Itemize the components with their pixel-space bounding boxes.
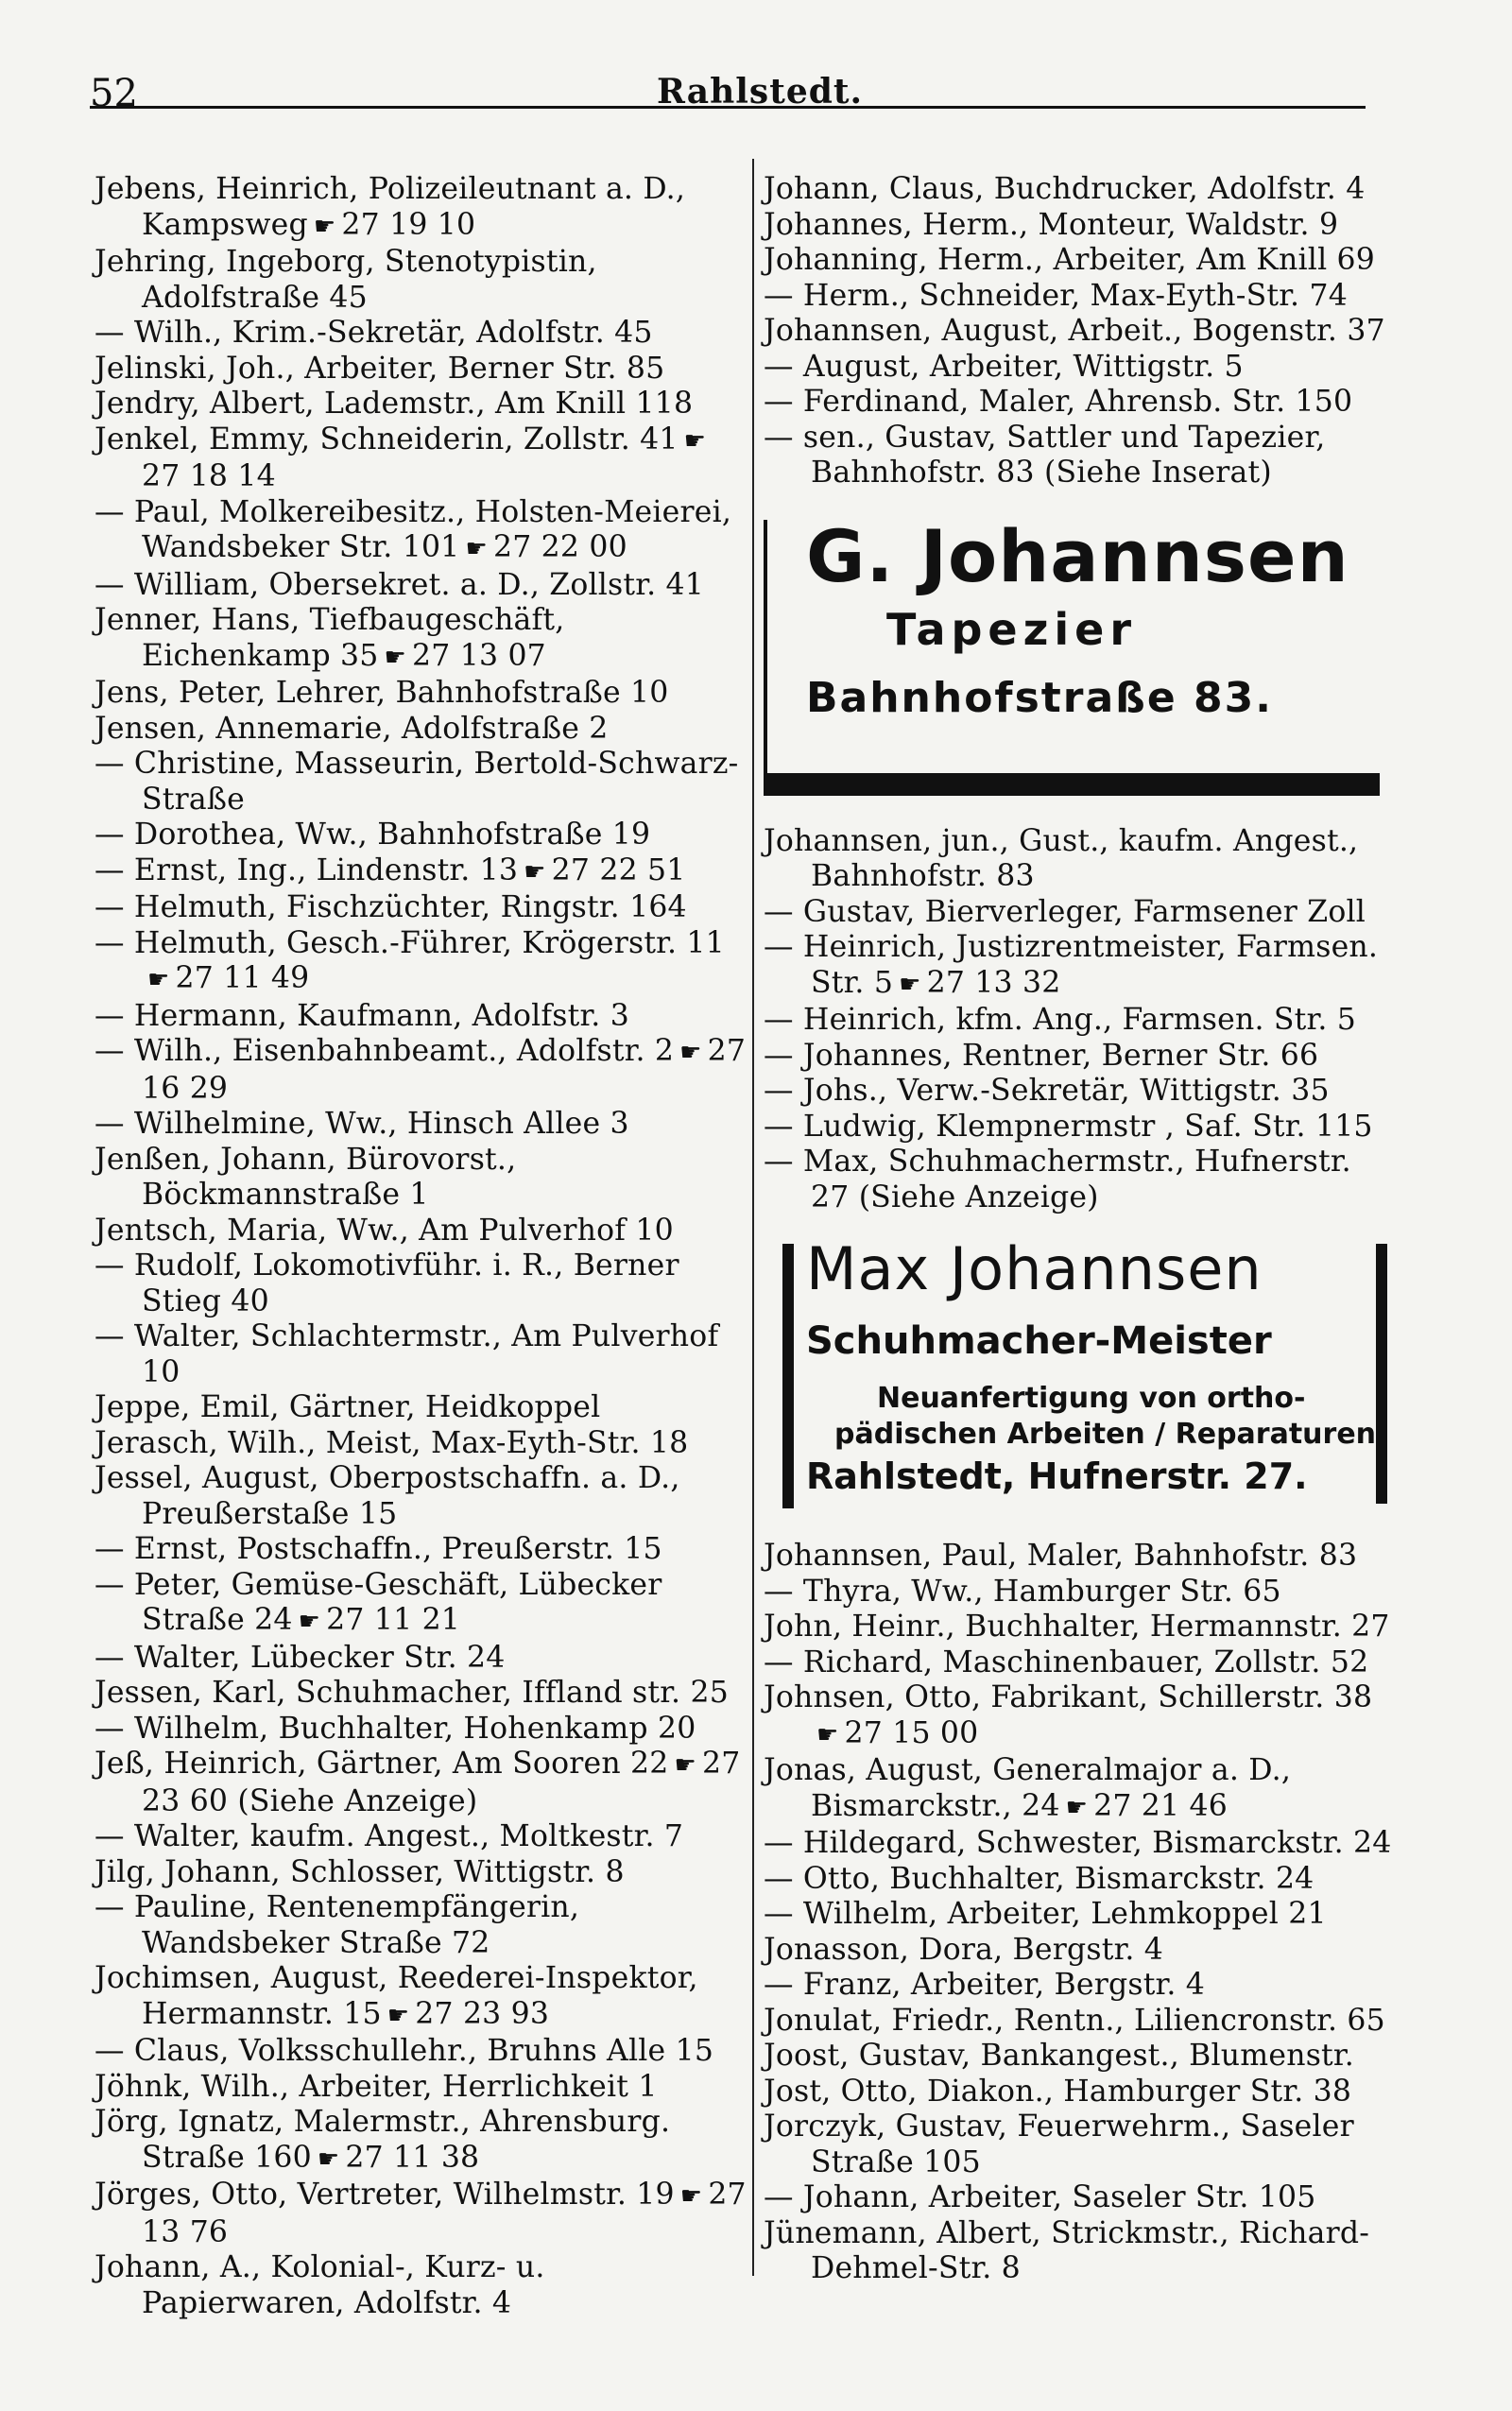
entry-text: Jonas, August, Generalmajor a. D., Bismarckstr., 24 [764, 1753, 1292, 1823]
entry-text: — Rudolf, Lokomotivführ. i. R., Berner Stieg 40 [94, 1249, 679, 1318]
directory-entry [94, 1819, 747, 1855]
directory-entry [764, 2004, 1392, 2040]
phone-number: 27 22 00 [492, 530, 627, 564]
directory-entry [764, 1145, 1392, 1215]
directory-entry [764, 279, 1392, 315]
phone-number: 27 23 93 [415, 1996, 550, 2031]
ad-service-line-1: Neuanfertigung von ortho- [877, 1382, 1306, 1415]
entry-text: — Herm., Schneider, Max-Eyth-Str. 74 [764, 278, 1348, 313]
right-column [764, 172, 1392, 2287]
directory-entry [764, 385, 1392, 421]
phone-number: 27 21 46 [1093, 1788, 1228, 1823]
directory-entry [94, 1390, 747, 1426]
phone-hand-icon: ☛ [147, 966, 170, 994]
directory-entry [94, 603, 747, 676]
directory-entry [764, 1110, 1392, 1145]
directory-entry [764, 824, 1392, 895]
entry-text: — Heinrich, Justizrentmeister, Farmsen. Str. 5 [764, 930, 1379, 1000]
phone-number: 27 11 38 [345, 2140, 480, 2175]
entry-text: — sen., Gustav, Sattler und Tapezier, Bahnhofstr. 83 (Siehe Inserat) [764, 420, 1326, 490]
entry-text: — Wilh., Eisenbahnbeamt., Adolfstr. 2 [94, 1034, 675, 1068]
entry-text: Jenkel, Emmy, Schneiderin, Zollstr. 41 [94, 422, 679, 456]
ad-address: Bahnhofstraße 83. [806, 673, 1273, 722]
header-rule [90, 106, 1366, 109]
directory-entry [764, 1610, 1392, 1645]
entry-text: — Richard, Maschinenbauer, Zollstr. 52 [764, 1645, 1369, 1679]
entry-text: Johannsen, jun., Gust., kaufm. Angest., Bahnhofstr. 83 [764, 823, 1359, 893]
entry-text: — Pauline, Rentenempfängerin, Wandsbeker Straße 72 [94, 1890, 580, 1960]
phone-hand-icon: ☛ [384, 643, 407, 672]
entry-text: — Franz, Arbeiter, Bergstr. 4 [764, 1968, 1206, 2002]
directory-entry [94, 1747, 747, 1819]
directory-entry [94, 1532, 747, 1568]
entry-text: Jorczyk, Gustav, Feuerwehrm., Saseler Straße 105 [764, 2110, 1354, 2179]
ad-service-line-2: pädischen Arbeiten / Reparaturen [834, 1418, 1377, 1451]
directory-entry [94, 1961, 747, 2034]
directory-entry [94, 1319, 747, 1390]
directory-entry [94, 1426, 747, 1462]
phone-number: 27 23 60 [142, 1747, 741, 1818]
ad-address: Rahlstedt, Hufnerstr. 27. [806, 1455, 1308, 1497]
directory-entry [764, 1074, 1392, 1110]
phone-hand-icon: ☛ [683, 426, 707, 456]
phone-number: 27 15 00 [844, 1715, 979, 1750]
directory-entry [764, 1003, 1392, 1039]
directory-entry [94, 747, 747, 818]
directory-entry [94, 352, 747, 387]
directory-entry [94, 1712, 747, 1748]
directory-entry [94, 926, 747, 999]
right-column-top [764, 172, 1392, 491]
directory-entry [764, 243, 1392, 279]
directory-entry [94, 172, 747, 245]
phone-number: 27 18 14 [142, 459, 276, 493]
entry-text: — Peter, Gemüse-Geschäft, Lübecker Straße 24 [94, 1567, 662, 1637]
ad-company-name: Max Johannsen [806, 1234, 1263, 1303]
advertisement-g-johannsen [764, 513, 1392, 803]
entry-text: Jochimsen, August, Reederei-Inspektor, Hermannstr. 15 [94, 1961, 698, 2031]
phone-number: 27 16 29 [142, 1034, 747, 1106]
entry-text: — Ernst, Ing., Lindenstr. 13 [94, 852, 519, 887]
entry-text: Jessen, Karl, Schuhmacher, Iffland str. 25 [94, 1676, 729, 1710]
directory-entry [94, 1107, 747, 1143]
directory-entry [94, 676, 747, 712]
directory-entry [764, 1933, 1392, 1969]
entry-text: — Heinrich, kfm. Ang., Farmsen. Str. 5 [764, 1003, 1357, 1037]
directory-entry [764, 930, 1392, 1003]
entry-text: Jeß, Heinrich, Gärtner, Am Sooren 22 [94, 1747, 669, 1781]
directory-entry [94, 712, 747, 748]
entry-text: Jenßen, Johann, Bürovorst., Böckmannstraße 1 [94, 1142, 517, 1212]
directory-entry [764, 172, 1392, 208]
directory-entry [764, 2075, 1392, 2110]
directory-entry [94, 853, 747, 891]
directory-entry [94, 1890, 747, 1961]
directory-entry [764, 208, 1392, 244]
phone-hand-icon: ☛ [317, 2144, 340, 2174]
phone-hand-icon: ☛ [465, 535, 488, 563]
directory-entry [94, 387, 747, 422]
entry-text: Johann, Claus, Buchdrucker, Adolfstr. 4 [764, 172, 1366, 206]
entry-text: — Thyra, Ww., Hamburger Str. 65 [764, 1574, 1281, 1609]
entry-text: Jonasson, Dora, Bergstr. 4 [764, 1932, 1164, 1967]
ad-trade: Tapezier [886, 603, 1138, 655]
entry-text: Jünemann, Albert, Strickmstr., Richard-Dehmel-Str. 8 [764, 2215, 1370, 2285]
directory-entry [764, 1753, 1392, 1826]
directory-entry [94, 890, 747, 926]
ad-right-bar [1376, 1244, 1387, 1504]
entry-text: — Helmuth, Fischzüchter, Ringstr. 164 [94, 890, 687, 924]
entry-text: — Johs., Verw.-Sekretär, Wittigstr. 35 [764, 1074, 1330, 1108]
phone-hand-icon: ☛ [298, 1608, 321, 1636]
ad-left-bar [764, 520, 767, 790]
running-title: Rahlstedt. [657, 72, 864, 112]
entry-text: — August, Arbeiter, Wittigstr. 5 [764, 349, 1244, 384]
directory-entry [764, 2180, 1392, 2216]
entry-text: — William, Obersekret. a. D., Zollstr. 41 [94, 567, 704, 602]
entry-text: Jöhnk, Wilh., Arbeiter, Herrlichkeit 1 [94, 2069, 658, 2104]
entry-text: Jonulat, Friedr., Rentn., Liliencronstr. 65 [764, 2003, 1385, 2038]
directory-entry [94, 2105, 747, 2178]
directory-entry [764, 1039, 1392, 1075]
directory-entry [94, 495, 747, 568]
directory-entry [764, 1575, 1392, 1610]
phone-number: 27 13 76 [142, 2178, 747, 2249]
entry-text: — Hildegard, Schwester, Bismarckstr. 24 [764, 1826, 1392, 1860]
entry-text: Jens, Peter, Lehrer, Bahnhofstraße 10 [94, 676, 669, 710]
entry-text: Jörges, Otto, Vertreter, Wilhelmstr. 19 [94, 2178, 675, 2212]
entry-text: Johanning, Herm., Arbeiter, Am Knill 69 [764, 243, 1376, 277]
entry-text: — Claus, Volksschullehr., Bruhns Alle 15 [94, 2034, 714, 2068]
entry-text: Joost, Gustav, Bankangest., Blumenstr. [764, 2039, 1354, 2073]
phone-hand-icon: ☛ [387, 2001, 410, 2030]
entry-text: — Walter, Lübecker Str. 24 [94, 1640, 506, 1675]
entry-text: Johnsen, Otto, Fabrikant, Schillerstr. 38 [764, 1680, 1373, 1714]
directory-entry [764, 1539, 1392, 1575]
directory-entry [94, 1249, 747, 1319]
directory-entry [94, 316, 747, 352]
phone-number: 27 11 21 [326, 1603, 461, 1637]
entry-text: — Walter, kaufm. Angest., Moltkestr. 7 [94, 1819, 684, 1853]
phone-hand-icon: ☛ [899, 970, 921, 999]
directory-entry [764, 2216, 1392, 2287]
directory-entry [764, 895, 1392, 931]
phone-number: 27 13 32 [926, 965, 1061, 1000]
directory-entry [94, 1214, 747, 1249]
directory-entry [94, 2250, 747, 2321]
entry-text: Jendry, Albert, Lademstr., Am Knill 118 [94, 387, 694, 421]
entry-note: (Siehe Anzeige) [237, 1783, 478, 1818]
entry-text: — Johann, Arbeiter, Saseler Str. 105 [764, 2180, 1316, 2214]
phone-hand-icon: ☛ [524, 857, 546, 887]
entry-text: Jerasch, Wilh., Meist, Max-Eyth-Str. 18 [94, 1425, 689, 1460]
entry-text: — Dorothea, Ww., Bahnhofstraße 19 [94, 818, 651, 852]
column-divider [752, 159, 754, 2276]
phone-number: 27 13 07 [412, 638, 546, 673]
entry-text: — Gustav, Bierverleger, Farmsener Zoll [764, 894, 1366, 929]
phone-hand-icon: ☛ [1065, 1793, 1089, 1822]
directory-entry [94, 245, 747, 316]
entry-text: Jost, Otto, Diakon., Hamburger Str. 38 [764, 2074, 1352, 2109]
directory-entry [94, 2070, 747, 2106]
entry-text: — Johannes, Rentner, Berner Str. 66 [764, 1038, 1319, 1073]
directory-entry [94, 1461, 747, 1532]
phone-number: 27 19 10 [341, 207, 476, 242]
entry-text: — Otto, Buchhalter, Bismarckstr. 24 [764, 1861, 1314, 1896]
directory-entry [94, 818, 747, 853]
directory-entry [764, 350, 1392, 386]
directory-entry [94, 2178, 747, 2250]
entry-text: — Paul, Molkereibesitz., Holsten-Meierei, Wandsbeker Str. 101 [94, 494, 732, 564]
phone-hand-icon: ☛ [674, 1751, 697, 1780]
directory-entry [94, 999, 747, 1035]
directory-entry [764, 1645, 1392, 1681]
entry-text: — Wilhelmine, Ww., Hinsch Allee 3 [94, 1107, 629, 1141]
entry-text: John, Heinr., Buchhalter, Hermannstr. 27 [764, 1610, 1390, 1644]
entry-text: — Walter, Schlachtermstr., Am Pulverhof 10 [94, 1319, 719, 1389]
entry-text: Jeppe, Emil, Gärtner, Heidkoppel [94, 1390, 601, 1424]
entry-text: Jörg, Ignatz, Malermstr., Ahrensburg. Straße 160 [94, 2105, 671, 2175]
entry-text: Johannsen, Paul, Maler, Bahnhofstr. 83 [764, 1539, 1358, 1573]
directory-entry [764, 2039, 1392, 2075]
right-column-middle [764, 824, 1392, 1216]
phone-number: 27 22 51 [551, 852, 686, 887]
phone-number: 27 11 49 [175, 961, 310, 995]
phone-hand-icon: ☛ [679, 2182, 703, 2211]
entry-text: Jessel, August, Oberpostschaffn. a. D., Preußerstaße 15 [94, 1461, 680, 1531]
page-header [90, 66, 1366, 119]
directory-entry [764, 314, 1392, 350]
directory-entry [764, 1968, 1392, 2004]
phone-hand-icon: ☛ [816, 1720, 839, 1749]
entry-text: Johann, A., Kolonial-, Kurz- u. Papierwaren, Adolfstr. 4 [94, 2250, 545, 2320]
directory-entry [94, 1568, 747, 1641]
phone-hand-icon: ☛ [679, 1039, 702, 1067]
directory-entry [94, 2034, 747, 2070]
entry-text: Jehring, Ingeborg, Stenotypistin, Adolfstraße 45 [94, 245, 597, 315]
directory-entry [764, 1826, 1392, 1862]
entry-text: — Hermann, Kaufmann, Adolfstr. 3 [94, 998, 629, 1033]
entry-text: — Ernst, Postschaffn., Preußerstr. 15 [94, 1532, 662, 1566]
entry-text: Johannes, Herm., Monteur, Waldstr. 9 [764, 207, 1339, 242]
directory-entry [764, 421, 1392, 491]
entry-text: — Christine, Masseurin, Bertold-Schwarz-Straße [94, 747, 739, 817]
directory-entry [764, 1897, 1392, 1933]
entry-text: Jilg, Johann, Schlosser, Wittigstr. 8 [94, 1854, 625, 1889]
entry-text: — Helmuth, Gesch.-Führer, Krögerstr. 11 [94, 925, 725, 960]
directory-entry [764, 2110, 1392, 2180]
directory-entry [94, 568, 747, 604]
directory-entry [94, 1034, 747, 1107]
left-column [94, 172, 747, 2321]
ad-bottom-bar [764, 773, 1380, 796]
entry-text: Jentsch, Maria, Ww., Am Pulverhof 10 [94, 1213, 674, 1248]
ad-trade: Schuhmacher-Meister [806, 1319, 1272, 1363]
entry-text: Jebens, Heinrich, Polizeileutnant a. D., Kampsweg [94, 172, 686, 242]
right-column-bottom [764, 1539, 1392, 2287]
ad-left-bar [782, 1244, 794, 1508]
directory-entry [94, 1855, 747, 1891]
advertisement-max-johannsen [764, 1234, 1392, 1518]
entry-text: — Wilhelm, Buchhalter, Hohenkamp 20 [94, 1711, 696, 1746]
directory-entry [764, 1862, 1392, 1898]
entry-text: — Max, Schuhmachermstr., Hufnerstr. 27 (Siehe Anzeige) [764, 1145, 1351, 1214]
page-number: 52 [90, 72, 138, 115]
entry-text: — Ferdinand, Maler, Ahrensb. Str. 150 [764, 385, 1353, 419]
entry-text: Jensen, Annemarie, Adolfstraße 2 [94, 711, 609, 746]
directory-entry [94, 422, 747, 495]
phone-hand-icon: ☛ [313, 212, 336, 241]
entry-text: Jelinski, Joh., Arbeiter, Berner Str. 85 [94, 351, 665, 386]
entry-text: Johannsen, August, Arbeit., Bogenstr. 37 [764, 314, 1385, 348]
directory-entry [94, 1143, 747, 1214]
directory-entry [94, 1676, 747, 1712]
entry-text: Jenner, Hans, Tiefbaugeschäft, Eichenkamp 35 [94, 603, 565, 673]
directory-entry [764, 1680, 1392, 1753]
entry-text: — Wilhelm, Arbeiter, Lehmkoppel 21 [764, 1897, 1327, 1931]
entry-text: — Ludwig, Klempnermstr , Saf. Str. 115 [764, 1109, 1373, 1144]
directory-entry [94, 1641, 747, 1677]
ad-company-name: G. Johannsen [806, 513, 1349, 598]
entry-text: — Wilh., Krim.-Sekretär, Adolfstr. 45 [94, 316, 653, 350]
